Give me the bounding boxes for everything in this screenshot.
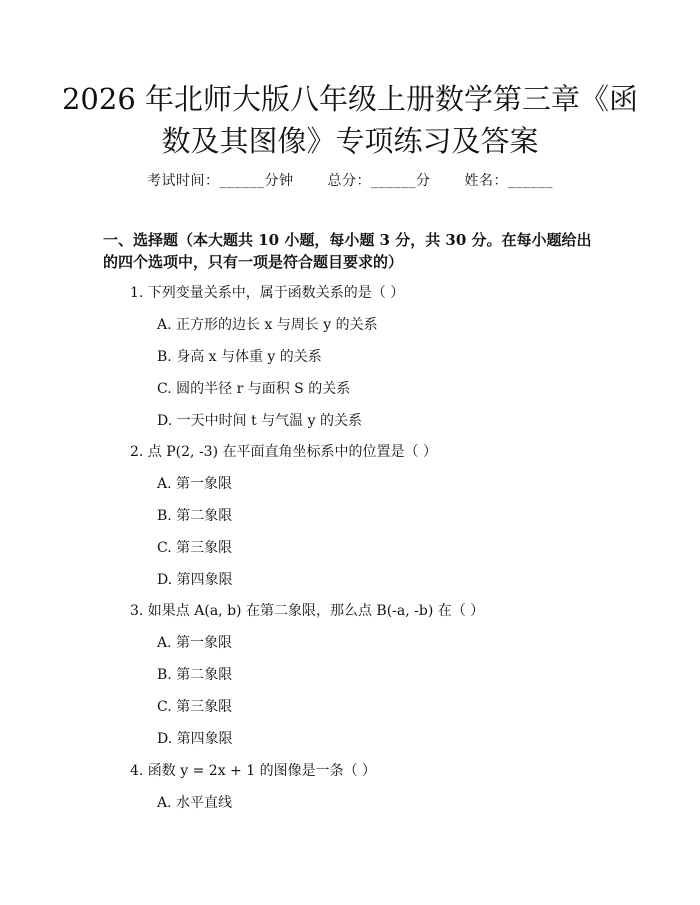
document-title: 2026 年北师大版八年级上册数学第三章《函数及其图像》专项练习及答案 xyxy=(61,82,639,158)
exam-info xyxy=(0,170,700,190)
section-heading: 一、选择题（本大题共 10 小题，每小题 3 分，共 30 分。在每小题给出的四个选项中，只有一项是符合题目要求的） xyxy=(103,231,592,271)
option-item: C. 圆的半径 r 与面积 S 的关系 xyxy=(157,381,351,397)
option-item: D. 第四象限 xyxy=(157,731,233,747)
option-item: C. 第三象限 xyxy=(157,540,233,556)
option-item: D. 一天中时间 t 与气温 y 的关系 xyxy=(157,413,362,429)
option-item: A. 第一象限 xyxy=(157,635,233,651)
option-item: B. 身高 x 与体重 y 的关系 xyxy=(157,349,322,365)
option-item: A. 正方形的边长 x 与周长 y 的关系 xyxy=(157,317,378,333)
option-item: A. 第一象限 xyxy=(157,476,233,492)
option-item: D. 第四象限 xyxy=(157,572,233,588)
option-item: B. 第二象限 xyxy=(157,508,233,524)
question-stem: 2. 点 P(2, -3) 在平面直角坐标系中的位置是（ ） xyxy=(130,444,437,460)
question-stem: 4. 函数 y = 2x + 1 的图像是一条（ ） xyxy=(130,763,377,779)
exam-name: 姓名：______ xyxy=(464,173,553,189)
option-item: A. 水平直线 xyxy=(157,795,233,811)
question-stem: 1. 下列变量关系中，属于函数关系的是（ ） xyxy=(130,285,405,301)
exam-time: 考试时间：______分钟 xyxy=(147,173,294,189)
question-stem: 3. 如果点 A(a, b) 在第二象限，那么点 B(-a, -b) 在（ ） xyxy=(130,603,485,619)
option-item: C. 第三象限 xyxy=(157,699,233,715)
exam-score: 总分：______分 xyxy=(327,173,431,189)
option-item: B. 第二象限 xyxy=(157,667,233,683)
